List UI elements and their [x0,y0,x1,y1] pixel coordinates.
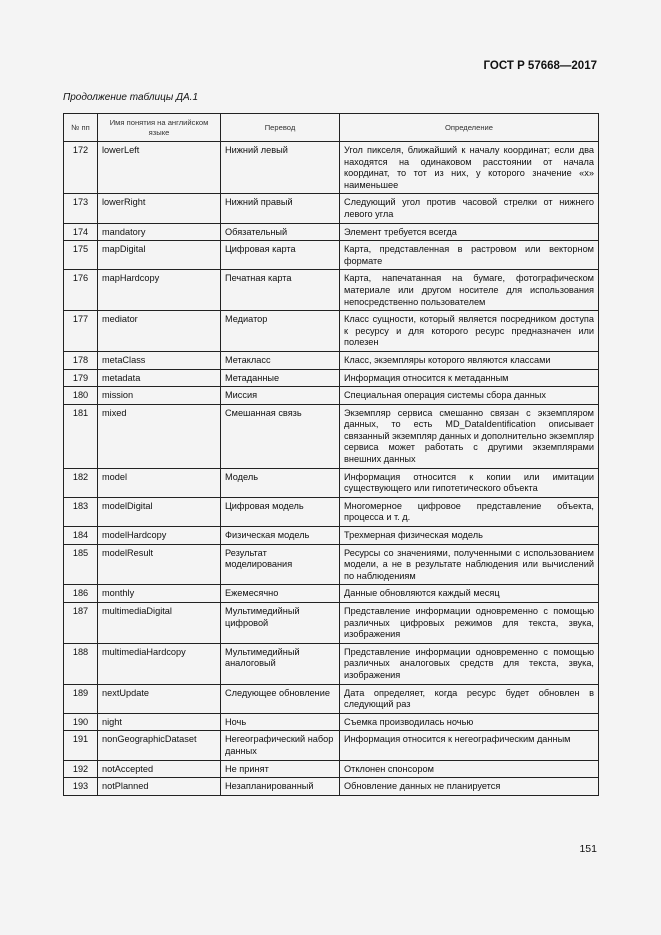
page-number: 151 [579,843,597,855]
row-number: 179 [64,369,98,387]
table-row [64,194,599,223]
table-row [64,731,599,760]
english-term: lowerRight [98,194,221,223]
russian-translation: Модель [221,468,340,497]
row-number: 181 [64,404,98,468]
table-row [64,713,599,731]
russian-translation: Ежемесячно [221,585,340,603]
row-number: 176 [64,270,98,311]
russian-translation: Медиатор [221,311,340,352]
russian-translation: Незапланированный [221,778,340,796]
definition: Информация относится к метаданным [340,369,599,387]
english-term: metaClass [98,351,221,369]
english-term: mission [98,387,221,405]
russian-translation: Нижний правый [221,194,340,223]
definition: Многомерное цифровое представление объекта, процесса и т. д. [340,497,599,526]
table-row [64,369,599,387]
row-number: 186 [64,585,98,603]
table-row [64,544,599,585]
english-term: lowerLeft [98,142,221,194]
row-number: 183 [64,497,98,526]
russian-translation: Физическая модель [221,527,340,545]
russian-translation: Цифровая модель [221,497,340,526]
terms-table [63,113,599,796]
table-caption: Продолжение таблицы ДА.1 [63,92,199,103]
russian-translation: Нижний левый [221,142,340,194]
definition: Экземпляр сервиса смешанно связан с экземпляром данных, то есть MD_DataIdentification описывает связанный экземпляр данных и дополнительно экземпляр сервиса может работать с другими экземплярами внешних данных [340,404,599,468]
column-header-number: № пп [64,114,98,142]
english-term: mixed [98,404,221,468]
table-row [64,142,599,194]
table-row [64,270,599,311]
row-number: 173 [64,194,98,223]
russian-translation: Смешанная связь [221,404,340,468]
definition: Угол пикселя, ближайший к началу координат; если два находятся на одинаковом расстоянии от начала координат, то тот из них, у которого значение «х» наименьшее [340,142,599,194]
table-header-row [64,114,599,142]
english-term: nonGeographicDataset [98,731,221,760]
english-term: notAccepted [98,760,221,778]
english-term: mediator [98,311,221,352]
table-row [64,351,599,369]
russian-translation: Следующее обновление [221,684,340,713]
definition: Специальная операция системы сбора данных [340,387,599,405]
table-row [64,497,599,526]
definition: Класс, экземпляры которого являются классами [340,351,599,369]
row-number: 193 [64,778,98,796]
english-term: mapHardcopy [98,270,221,311]
row-number: 184 [64,527,98,545]
english-term: night [98,713,221,731]
table-row [64,387,599,405]
row-number: 188 [64,643,98,684]
column-header-translation: Перевод [221,114,340,142]
russian-translation: Печатная карта [221,270,340,311]
english-term: modelResult [98,544,221,585]
english-term: mapDigital [98,241,221,270]
row-number: 185 [64,544,98,585]
column-header-english-name: Имя понятия на английском языке [98,114,221,142]
english-term: multimediaHardcopy [98,643,221,684]
definition: Представление информации одновременно с помощью различных аналоговых средств для текста, звука, изображения [340,643,599,684]
definition: Отклонен спонсором [340,760,599,778]
english-term: monthly [98,585,221,603]
russian-translation: Результат моделирования [221,544,340,585]
definition: Трехмерная физическая модель [340,527,599,545]
russian-translation: Цифровая карта [221,241,340,270]
english-term: modelDigital [98,497,221,526]
row-number: 174 [64,223,98,241]
row-number: 175 [64,241,98,270]
table-row [64,778,599,796]
russian-translation: Ночь [221,713,340,731]
english-term: nextUpdate [98,684,221,713]
english-term: metadata [98,369,221,387]
definition: Съемка производилась ночью [340,713,599,731]
table-row [64,643,599,684]
definition: Обновление данных не планируется [340,778,599,796]
document-id: ГОСТ Р 57668—2017 [483,60,597,72]
row-number: 191 [64,731,98,760]
english-term: mandatory [98,223,221,241]
russian-translation: Миссия [221,387,340,405]
english-term: modelHardcopy [98,527,221,545]
definition: Следующий угол против часовой стрелки от нижнего левого угла [340,194,599,223]
definition: Дата определяет, когда ресурс будет обновлен в следующий раз [340,684,599,713]
russian-translation: Метакласс [221,351,340,369]
table-row [64,311,599,352]
table-row [64,603,599,644]
russian-translation: Метаданные [221,369,340,387]
table-row [64,404,599,468]
row-number: 190 [64,713,98,731]
definition: Класс сущности, который является посредником доступа к ресурсу и для которого ресурс предназначен или полезен [340,311,599,352]
definition: Ресурсы со значениями, полученными с использованием модели, а не в результате наблюдения или вычислений по наблюдениям [340,544,599,585]
table-row [64,760,599,778]
english-term: model [98,468,221,497]
definition: Элемент требуется всегда [340,223,599,241]
row-number: 172 [64,142,98,194]
definition: Информация относится к копии или имитации существующего или гипотетического объекта [340,468,599,497]
row-number: 180 [64,387,98,405]
table-row [64,241,599,270]
row-number: 189 [64,684,98,713]
row-number: 182 [64,468,98,497]
row-number: 187 [64,603,98,644]
russian-translation: Обязательный [221,223,340,241]
definition: Информация относится к негеографическим данным [340,731,599,760]
russian-translation: Негеографический набор данных [221,731,340,760]
table-row [64,223,599,241]
row-number: 192 [64,760,98,778]
english-term: notPlanned [98,778,221,796]
column-header-definition: Определение [340,114,599,142]
english-term: multimediaDigital [98,603,221,644]
row-number: 178 [64,351,98,369]
definition: Карта, напечатанная на бумаге, фотографическом материале или другом носителе для использования непосредственно пользователем [340,270,599,311]
row-number: 177 [64,311,98,352]
definition: Карта, представленная в растровом или векторном формате [340,241,599,270]
russian-translation: Не принят [221,760,340,778]
russian-translation: Мультимедийный аналоговый [221,643,340,684]
russian-translation: Мультимедийный цифровой [221,603,340,644]
table-row [64,468,599,497]
table-row [64,527,599,545]
definition: Представление информации одновременно с помощью различных цифровых режимов для текста, звука, изображения [340,603,599,644]
definition: Данные обновляются каждый месяц [340,585,599,603]
table-row [64,684,599,713]
table-row [64,585,599,603]
